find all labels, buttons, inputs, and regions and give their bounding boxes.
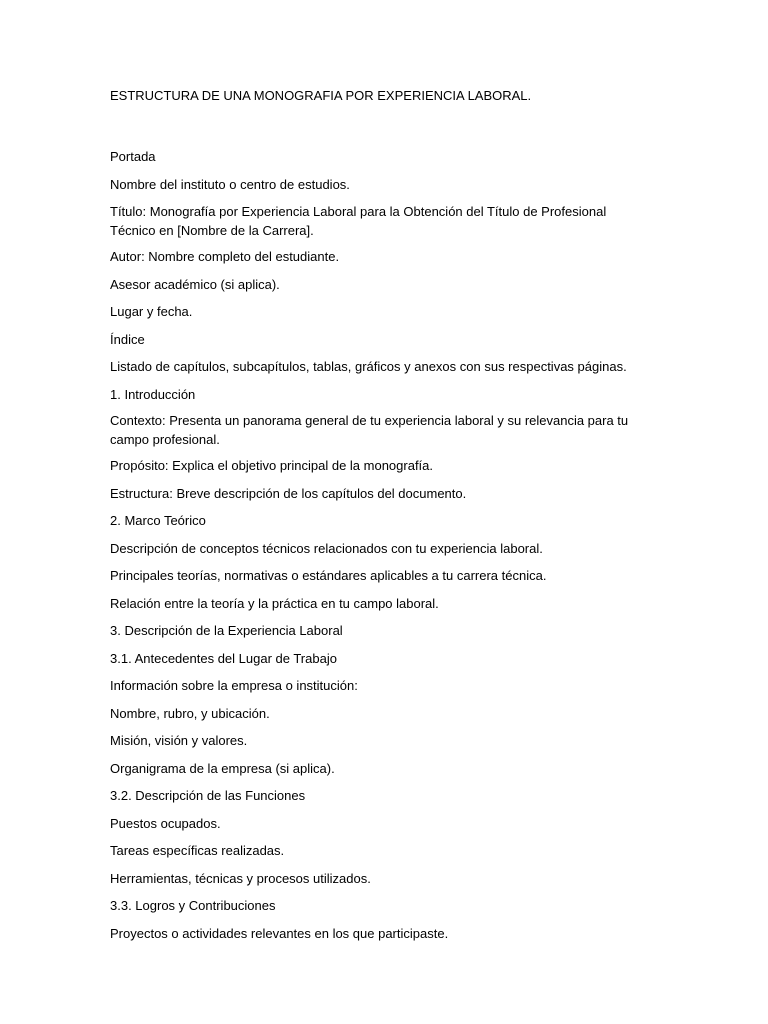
paragraph: Información sobre la empresa o institución:: [110, 678, 358, 693]
paragraph: Misión, visión y valores.: [110, 733, 248, 748]
paragraph: Puestos ocupados.: [110, 815, 221, 831]
paragraph: Listado de capítulos, subcapítulos, tablas, gráficos y anexos con sus respectivas páginas.: [110, 359, 627, 374]
title-spacer: [110, 105, 655, 148]
paragraph: Relación entre la teoría y la práctica en tu campo laboral.: [110, 595, 439, 611]
section-heading: 3. Descripción de la Experiencia Laboral: [110, 623, 343, 638]
subsection-heading: 3.3. Logros y Contribuciones: [110, 898, 276, 913]
paragraph: Tareas específicas realizadas.: [110, 843, 285, 858]
paragraph: Asesor académico (si aplica).: [110, 276, 280, 292]
paragraph: Lugar y fecha.: [110, 304, 193, 319]
document-body: [110, 87, 655, 943]
paragraph: Organigrama de la empresa (si aplica).: [110, 760, 335, 776]
paragraph: Nombre, rubro, y ubicación.: [110, 705, 270, 721]
paragraph: Autor: Nombre completo del estudiante.: [110, 249, 340, 264]
paragraph: Estructura: Breve descripción de los capítulos del documento.: [110, 485, 467, 501]
subsection-heading: 3.1. Antecedentes del Lugar de Trabajo: [110, 650, 337, 666]
paragraph: Contexto: Presenta un panorama general de tu experiencia laboral y su relevancia para tu campo profesional.: [110, 413, 629, 447]
paragraph: Proyectos o actividades relevantes en los que participaste.: [110, 925, 449, 941]
paragraph-indice: Índice: [110, 331, 145, 347]
section-heading: 1. Introducción: [110, 386, 196, 402]
subsection-heading: 3.2. Descripción de las Funciones: [110, 788, 306, 803]
paragraph: Nombre del instituto o centro de estudios.: [110, 176, 350, 192]
paragraph: Descripción de conceptos técnicos relacionados con tu experiencia laboral.: [110, 540, 543, 556]
section-heading: 2. Marco Teórico: [110, 513, 206, 528]
paragraph: Herramientas, técnicas y procesos utilizados.: [110, 870, 371, 886]
paragraph: Principales teorías, normativas o estándares aplicables a tu carrera técnica.: [110, 568, 547, 583]
paragraph: Propósito: Explica el objetivo principal de la monografía.: [110, 458, 434, 473]
paragraph-portada: Portada: [110, 149, 156, 164]
document-title: ESTRUCTURA DE UNA MONOGRAFIA POR EXPERIENCIA LABORAL.: [110, 88, 532, 103]
paragraph: Título: Monografía por Experiencia Laboral para la Obtención del Título de Profesional Técnico en [Nombre de la Carrera].: [110, 204, 607, 238]
